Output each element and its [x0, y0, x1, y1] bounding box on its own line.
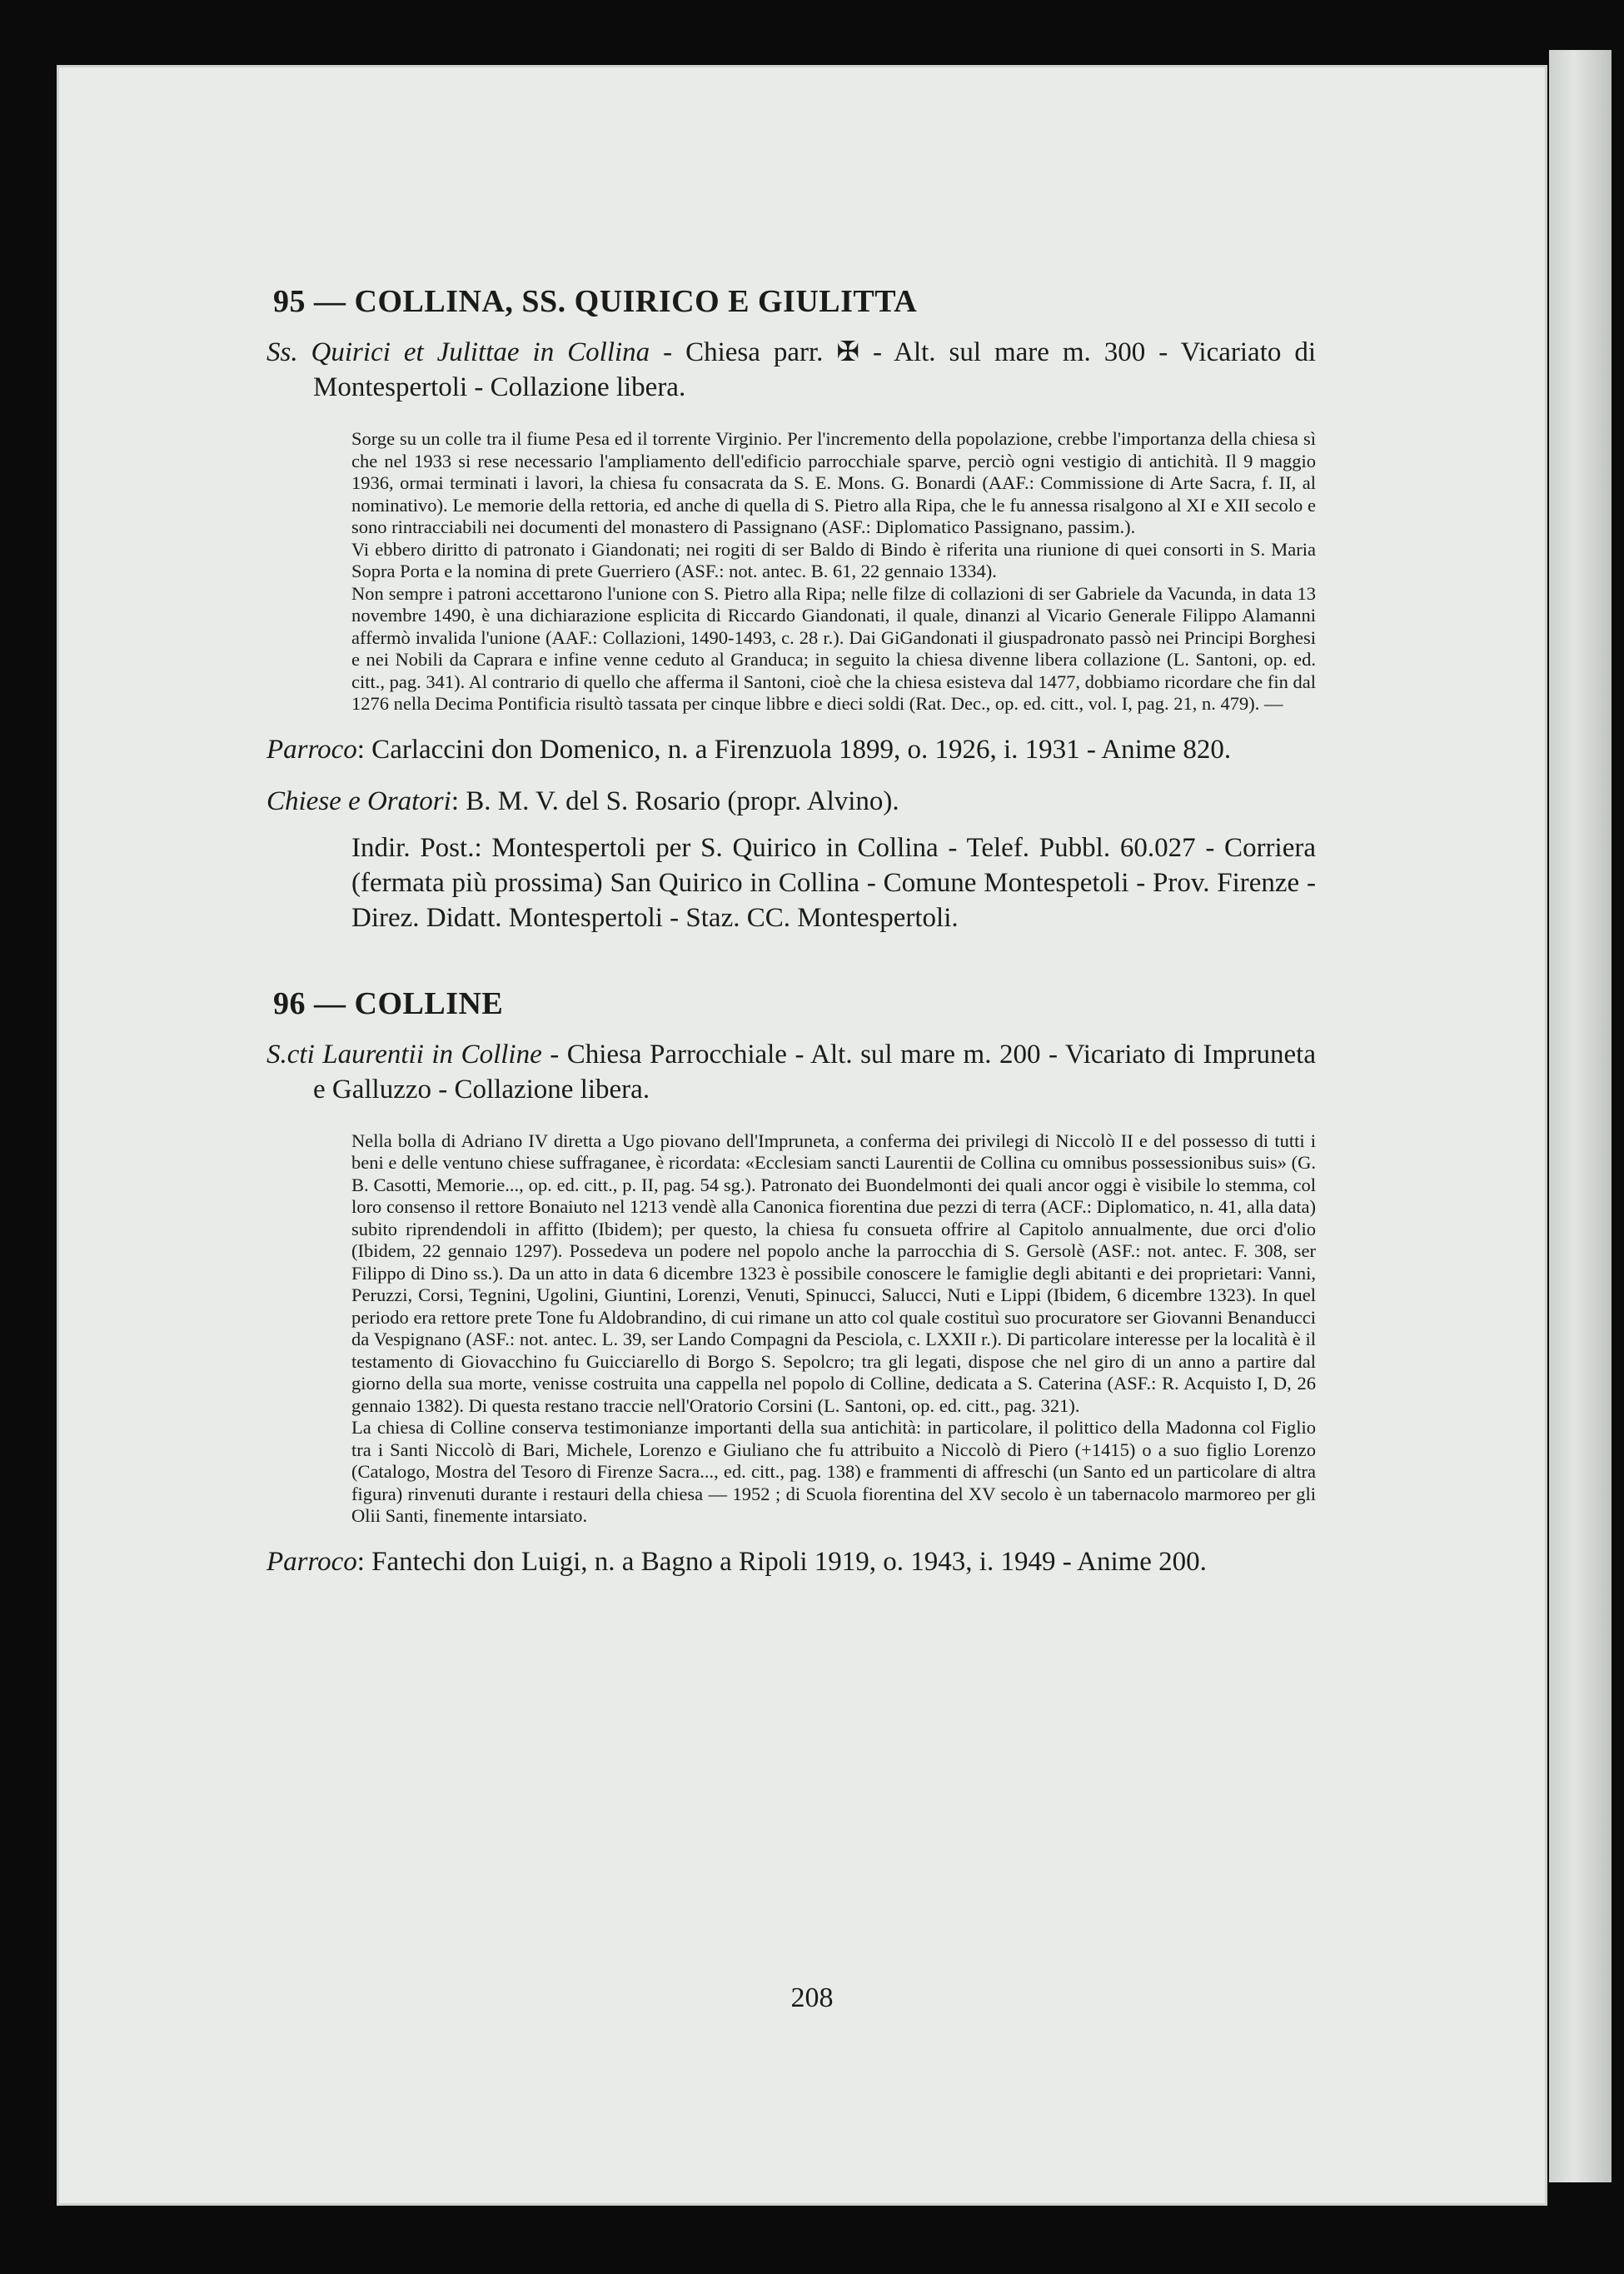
- chiese-entry: [267, 784, 1316, 819]
- postal-address: Indir. Post.: Montespertoli per S. Quirico in Collina - Telef. Pubbl. 60.027 - Corriera (fermata più prossima) San Quirico in Collina - Comune Montespetoli - Prov. Firenze - Direz. Didatt. Montespertoli - Staz. CC. Montespertoli.: [351, 832, 1316, 933]
- section-95: [267, 283, 1316, 935]
- history-paragraph: Vi ebbero diritto di patronato i Giandonati; nei rogiti di ser Baldo di Bindo è riferita una riunione di quei consorti in S. Maria Sopra Porta e la nomina di prete Guerriero (ASF.: not. antec. B. 61, 22 gennaio 1334).: [351, 538, 1316, 581]
- parroco-text: : Carlaccini don Domenico, n. a Firenzuola 1899, o. 1926, i. 1931 - Anime 820.: [356, 734, 1232, 765]
- history-paragraph: Sorge su un colle tra il fiume Pesa ed il torrente Virginio. Per l'incremento della popolazione, crebbe l'importanza della chiesa sì che nel 1933 si rese necessario l'ampliamento dell'edificio parrocchiale sparve, perciò ogni vestigio di antichità. Il 9 maggio 1936, ormai terminati i lavori, la chiesa fu consacrata da S. E. Mons. G. Bonardi (AAF.: Commissione di Arte Sacra, f. II, al nominativo). Le memorie della rettoria, ed anche di quella di S. Pietro alla Ripa, che le fu annessa risalgono al XI e XII secolo e sono rintracciabili nei documenti del monastero di Passignano (ASF.: Diplomatico Passignano, passim.).: [351, 428, 1316, 537]
- latin-name: S.cti Laurentii in Colline: [267, 1039, 542, 1070]
- church-details: - Chiesa Parrocchiale - Alt. sul mare m. 200 - Vicariato di Impruneta e Galluzzo - Collazione libera.: [313, 1039, 1316, 1105]
- page-content: [267, 283, 1316, 1629]
- page-number: 208: [790, 1982, 834, 2013]
- parroco-label: Parroco: [267, 734, 357, 765]
- adjacent-page-edge: [1549, 50, 1612, 2182]
- history-paragraph: Non sempre i patroni accettarono l'unione con S. Pietro alla Ripa; nelle filze di collazioni di ser Gabriele da Vacunda, in data 13 novembre 1490, è una dichiarazione esplicita di Riccardo Giandonati, il quale, dinanzi al Vicario Generale Filippo Alamanni affermò invalida l'unione (AAF.: Collazioni, 1490-1493, c. 28 r.). Dai GiGandonati il giuspadronato passò nei Principi Borghesi e nei Nobili da Caprara e infine venne ceduto al Granduca; in seguito la chiesa divenne libera collazione (L. Santoni, op. ed. citt., pag. 341). Al contrario di quello che afferma il Santoni, cioè che la chiesa esisteva dal 1477, dobbiamo ricordare che fin dal 1276 nella Decima Pontificia risultò tassata per cinque libbre e dieci soldi (Rat. Dec., op. ed. citt., vol. I, pag. 21, n. 479). —: [351, 582, 1316, 714]
- chiese-text: : B. M. V. del S. Rosario (propr. Alvino).: [451, 785, 899, 816]
- history-notes: [351, 428, 1316, 716]
- church-lead: [267, 335, 1316, 405]
- parroco-entry: [267, 1544, 1316, 1579]
- parroco-label: Parroco: [267, 1546, 357, 1577]
- history-paragraph: La chiesa di Colline conserva testimonianze importanti della sua antichità: in particolare, il polittico della Madonna col Figlio tra i Santi Niccolò di Bari, Michele, Lorenzo e Giuliano che fu attribuito a Niccolò di Piero (+1415) o a suo figlio Lorenzo (Catalogo, Mostra del Tesoro di Firenze Sacra..., ed. citt., pag. 138) e frammenti di affreschi (un Santo ed un particolare di altra figura) rinvenuti durante i restauri della chiesa — 1952 ; di Scuola fiorentina del XV secolo è un tabernacolo marmoreo per gli Olii Santi, finemente intarsiato.: [351, 1417, 1316, 1526]
- church-details: - Chiesa parr. ✠ - Alt. sul mare m. 300 - Vicariato di Montespertoli - Collazione libera.: [313, 337, 1316, 402]
- section-heading: 95 — COLLINA, SS. QUIRICO E GIULITTA: [273, 284, 918, 319]
- parroco-text: : Fantechi don Luigi, n. a Bagno a Ripoli 1919, o. 1943, i. 1949 - Anime 200.: [356, 1546, 1207, 1577]
- history-notes: [351, 1130, 1316, 1528]
- section-96: [267, 985, 1316, 1579]
- latin-name: Ss. Quirici et Julittae in Collina: [267, 337, 650, 367]
- parroco-entry: [267, 732, 1316, 767]
- chiese-label: Chiese e Oratori: [267, 785, 451, 816]
- church-lead: [267, 1037, 1316, 1107]
- section-heading: 96 — COLLINE: [273, 985, 504, 1021]
- history-paragraph: Nella bolla di Adriano IV diretta a Ugo piovano dell'Impruneta, a conferma dei privilegi di Niccolò II e del possesso di tutti i beni e delle ventuno chiese suffraganee, è ricordata: «Ecclesiam sancti Laurentii de Collina cu omnibus possessionibus suis» (G. B. Casotti, Memorie..., op. ed. citt., p. II, pag. 54 sg.). Patronato dei Buondelmonti dei quali ancor oggi è visibile lo stemma, col loro consenso il rettore Bonaiuto nel 1213 vendè alla Canonica fiorentina due pezzi di terra (ACF.: Diplomatico, n. 41, alla data) subito riprendendoli in affitto (Ibidem); per questo, la chiesa fu consueta offrire al Capitolo annualmente, due orci d'olio (Ibidem, 22 gennaio 1297). Possedeva un podere nel popolo anche la parrocchia di S. Gersolè (ASF.: not. antec. F. 308, ser Filippo di Dino ss.). Da un atto in data 6 dicembre 1323 è possibile conoscere le famiglie degli abitanti e dei proprietari: Vanni, Peruzzi, Corsi, Tegnini, Ugolini, Giuntini, Lorenzi, Venuti, Spinucci, Salucci, Nuti e Lippi (Ibidem, 6 dicembre 1323). In quel periodo era rettore prete Tone fu Aldobrandino, di cui rimane un atto col quale costituì suo procuratore ser Giovanni Benanducci da Vespignano (ASF.: not. antec. L. 39, ser Lando Compagni da Pesciola, c. LXXII r.). Di particolare interesse per la località è il testamento di Giovacchino fu Guicciarello di Borgo S. Sepolcro; tra gli legati, dispose che nel giro di un anno a partire dal giorno della sua morte, venisse costruita una cappella nel popolo di Colline, dedicata a S. Caterina (ASF.: R. Acquisto I, D, 26 gennaio 1382). Di questa restano traccie nell'Oratorio Corsini (L. Santoni, op. ed. citt., pag. 321).: [351, 1130, 1316, 1416]
